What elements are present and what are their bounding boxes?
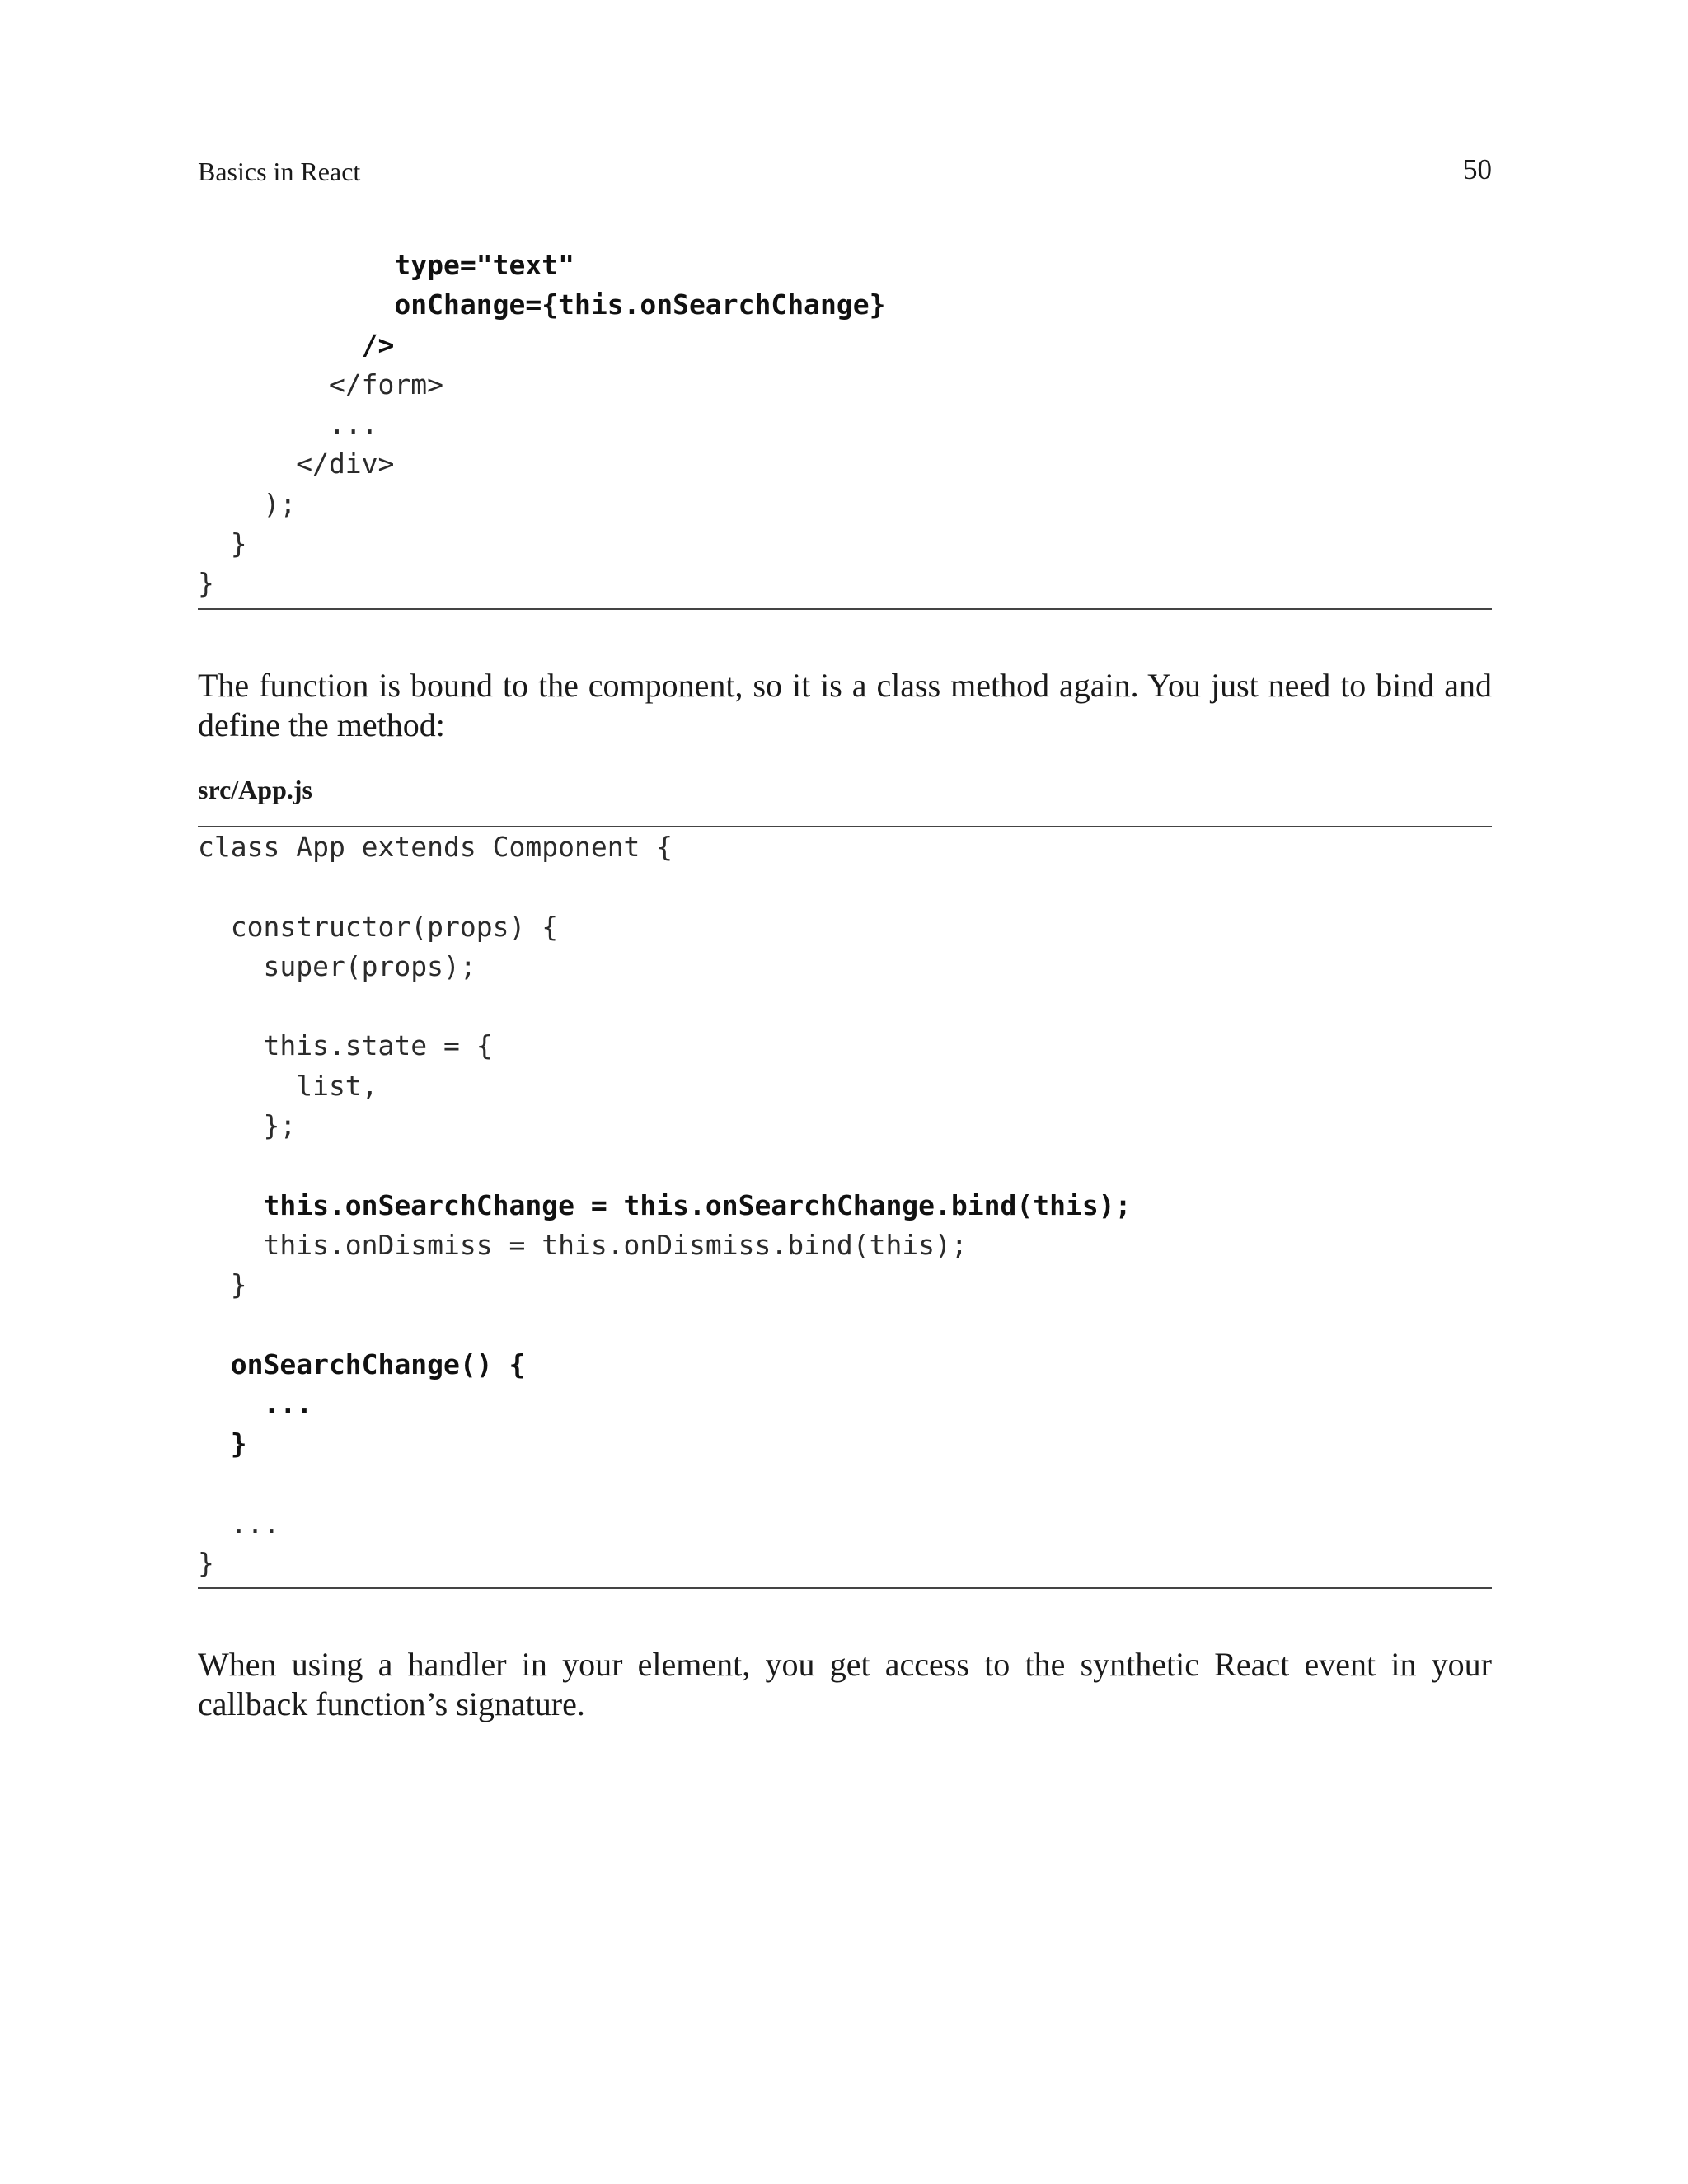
code-block-continued [198,246,1492,604]
page-number: 50 [1463,153,1492,185]
code-line: onChange={this.onSearchChange} [198,288,886,321]
code-line: }; [198,1109,297,1142]
code-line: this.state = { [198,1029,493,1062]
code-file-caption: src/App.js [198,775,312,804]
code-line: this.onSearchChange = this.onSearchChange.bind(this); [198,1188,1132,1221]
body-paragraph: The function is bound to the component, so it is a class method again. You just need to bind and define the method: [198,667,1492,743]
code-line: } [198,527,247,560]
code-line: ); [198,487,297,520]
running-title: Basics in React [198,157,361,186]
code-line: list, [198,1069,378,1102]
code-line: super(props); [198,949,476,982]
code-block-bottom-rule [198,608,1492,610]
code-line: ... [198,1507,280,1540]
code-line: </form> [198,368,444,401]
body-paragraph: When using a handler in your element, you get access to the synthetic React event in your callback function’s signature. [198,1646,1492,1722]
code-line: type="text" [198,249,574,281]
code-line: /> [198,328,395,361]
code-line [198,1146,1492,1185]
code-line [198,1305,1492,1345]
code-line [198,867,1492,907]
code-line: ... [198,1388,313,1421]
code-line: } [198,1268,247,1301]
code-line: </div> [198,448,395,480]
code-line: constructor(props) { [198,910,559,943]
code-line: } [198,1547,214,1580]
code-line: } [198,567,214,600]
code-line: class App extends Component { [198,831,673,863]
code-block-app-js [198,827,1492,1584]
code-line [198,987,1492,1026]
code-block-bottom-rule [198,1587,1492,1589]
code-line: onSearchChange() { [198,1347,526,1380]
code-line [198,1465,1492,1504]
code-line: ... [198,408,378,441]
code-line: this.onDismiss = this.onDismiss.bind(this); [198,1228,968,1261]
code-line: } [198,1427,247,1460]
